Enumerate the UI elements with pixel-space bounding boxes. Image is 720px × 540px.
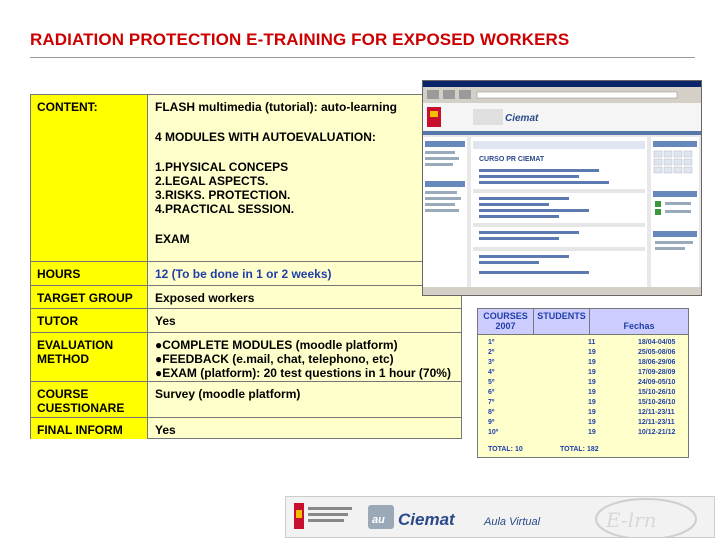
- svg-text:E-lrn: E-lrn: [606, 508, 657, 532]
- total-courses: TOTAL: 10: [488, 446, 523, 453]
- courses-table: [477, 308, 689, 458]
- student-count: 19: [588, 429, 596, 436]
- courses-header: COURSES 2007: [478, 309, 534, 335]
- course-number: 3º: [488, 359, 495, 366]
- course-number: 2º: [488, 349, 495, 356]
- evaluation-value: [148, 333, 461, 381]
- hours-value: 12 (To be done in 1 or 2 weeks): [155, 267, 332, 281]
- students-header: STUDENTS: [534, 309, 590, 335]
- svg-text:au: au: [372, 514, 385, 526]
- course-row: [478, 409, 688, 418]
- screenshot-course-heading: CURSO PR CIEMAT: [479, 156, 545, 163]
- content-row: [31, 95, 461, 261]
- content-value: [148, 95, 461, 261]
- course-dates: 12/11-23/11: [638, 419, 675, 426]
- course-row: [478, 429, 688, 438]
- course-dates: 17/09-28/09: [638, 369, 676, 376]
- course-dates: 25/05-08/06: [638, 349, 676, 356]
- dates-header: Fechas: [590, 309, 688, 335]
- course-number: 4º: [488, 369, 495, 376]
- content-line2: 4 MODULES WITH AUTOEVALUATION:: [155, 130, 376, 144]
- ciemat-logo-text: Ciemat: [398, 510, 455, 529]
- course-dates: 10/12-21/12: [638, 429, 676, 436]
- student-count: 19: [588, 399, 596, 406]
- course-dates: 24/09-05/10: [638, 379, 676, 386]
- student-count: 19: [588, 419, 596, 426]
- footer-graphic: [286, 497, 714, 537]
- student-count: 19: [588, 409, 596, 416]
- course-dates: 18/06-29/06: [638, 359, 676, 366]
- content-line1: FLASH multimedia (tutorial): auto-learning: [155, 100, 397, 114]
- content-exam: EXAM: [155, 232, 190, 246]
- student-count: 19: [588, 349, 596, 356]
- student-count: 19: [588, 379, 596, 386]
- module-item: 1.PHYSICAL CONCEPS: [155, 160, 289, 174]
- course-number: 7º: [488, 399, 495, 406]
- student-count: 19: [588, 369, 596, 376]
- tutor-row: [31, 308, 461, 332]
- footer-banner: [285, 496, 715, 538]
- course-row: [478, 399, 688, 408]
- target-value: Exposed workers: [155, 291, 255, 305]
- content-label: CONTENT:: [31, 95, 148, 261]
- tutor-value: Yes: [155, 314, 176, 328]
- final-label: FINAL INFORM: [31, 418, 148, 439]
- student-count: 19: [588, 359, 596, 366]
- course-dates: 15/10-26/10: [638, 399, 676, 406]
- student-count: 19: [588, 389, 596, 396]
- student-count: 11: [588, 339, 596, 346]
- questionnaire-value: Survey (moodle platform): [155, 387, 301, 401]
- tutor-label: TUTOR: [31, 309, 148, 332]
- evaluation-item: ●COMPLETE MODULES (moodle platform): [155, 338, 398, 352]
- screenshot-graphic: [423, 81, 701, 295]
- target-row: [31, 285, 461, 308]
- course-number: 8º: [488, 409, 495, 416]
- evaluation-item: ●FEEDBACK (e.mail, chat, telephono, etc): [155, 352, 394, 366]
- training-info-table: [30, 94, 462, 439]
- module-item: 2.LEGAL ASPECTS.: [155, 174, 269, 188]
- module-list: [155, 160, 454, 216]
- platform-screenshot: [422, 80, 702, 296]
- course-number: 9º: [488, 419, 495, 426]
- course-row: [478, 379, 688, 388]
- course-row: [478, 339, 688, 348]
- final-row: [31, 417, 461, 439]
- total-students: TOTAL: 182: [560, 446, 599, 453]
- questionnaire-row: [31, 381, 461, 417]
- hours-label: HOURS: [31, 262, 148, 285]
- module-item: 3.RISKS. PROTECTION.: [155, 188, 291, 202]
- evaluation-label: EVALUATION METHOD: [31, 333, 148, 381]
- course-dates: 18/04-04/05: [638, 339, 676, 346]
- course-number: 6º: [488, 389, 495, 396]
- final-value: Yes: [155, 423, 176, 437]
- module-item: 4.PRACTICAL SESSION.: [155, 202, 295, 216]
- course-number: 10º: [488, 429, 499, 436]
- page-title: RADIATION PROTECTION E-TRAINING FOR EXPOSED WORKERS: [30, 30, 570, 49]
- aula-virtual-text: Aula Virtual: [484, 516, 541, 528]
- title-divider: [30, 57, 695, 58]
- course-number: 5º: [488, 379, 495, 386]
- evaluation-row: [31, 332, 461, 381]
- hours-row: [31, 261, 461, 285]
- evaluation-item: ●EXAM (platform): 20 test questions in 1 hour (70%): [155, 366, 451, 380]
- target-label: TARGET GROUP: [31, 286, 148, 308]
- questionnaire-label: COURSE CUESTIONARE: [31, 382, 148, 417]
- course-row: [478, 419, 688, 428]
- course-number: 1º: [488, 339, 495, 346]
- course-row: [478, 349, 688, 358]
- course-row: [478, 369, 688, 378]
- course-dates: 12/11-23/11: [638, 409, 675, 416]
- svg-text:Ciemat: Ciemat: [505, 113, 539, 124]
- course-row: [478, 359, 688, 368]
- course-row: [478, 389, 688, 398]
- totals-row: [478, 446, 688, 455]
- course-dates: 15/10-26/10: [638, 389, 676, 396]
